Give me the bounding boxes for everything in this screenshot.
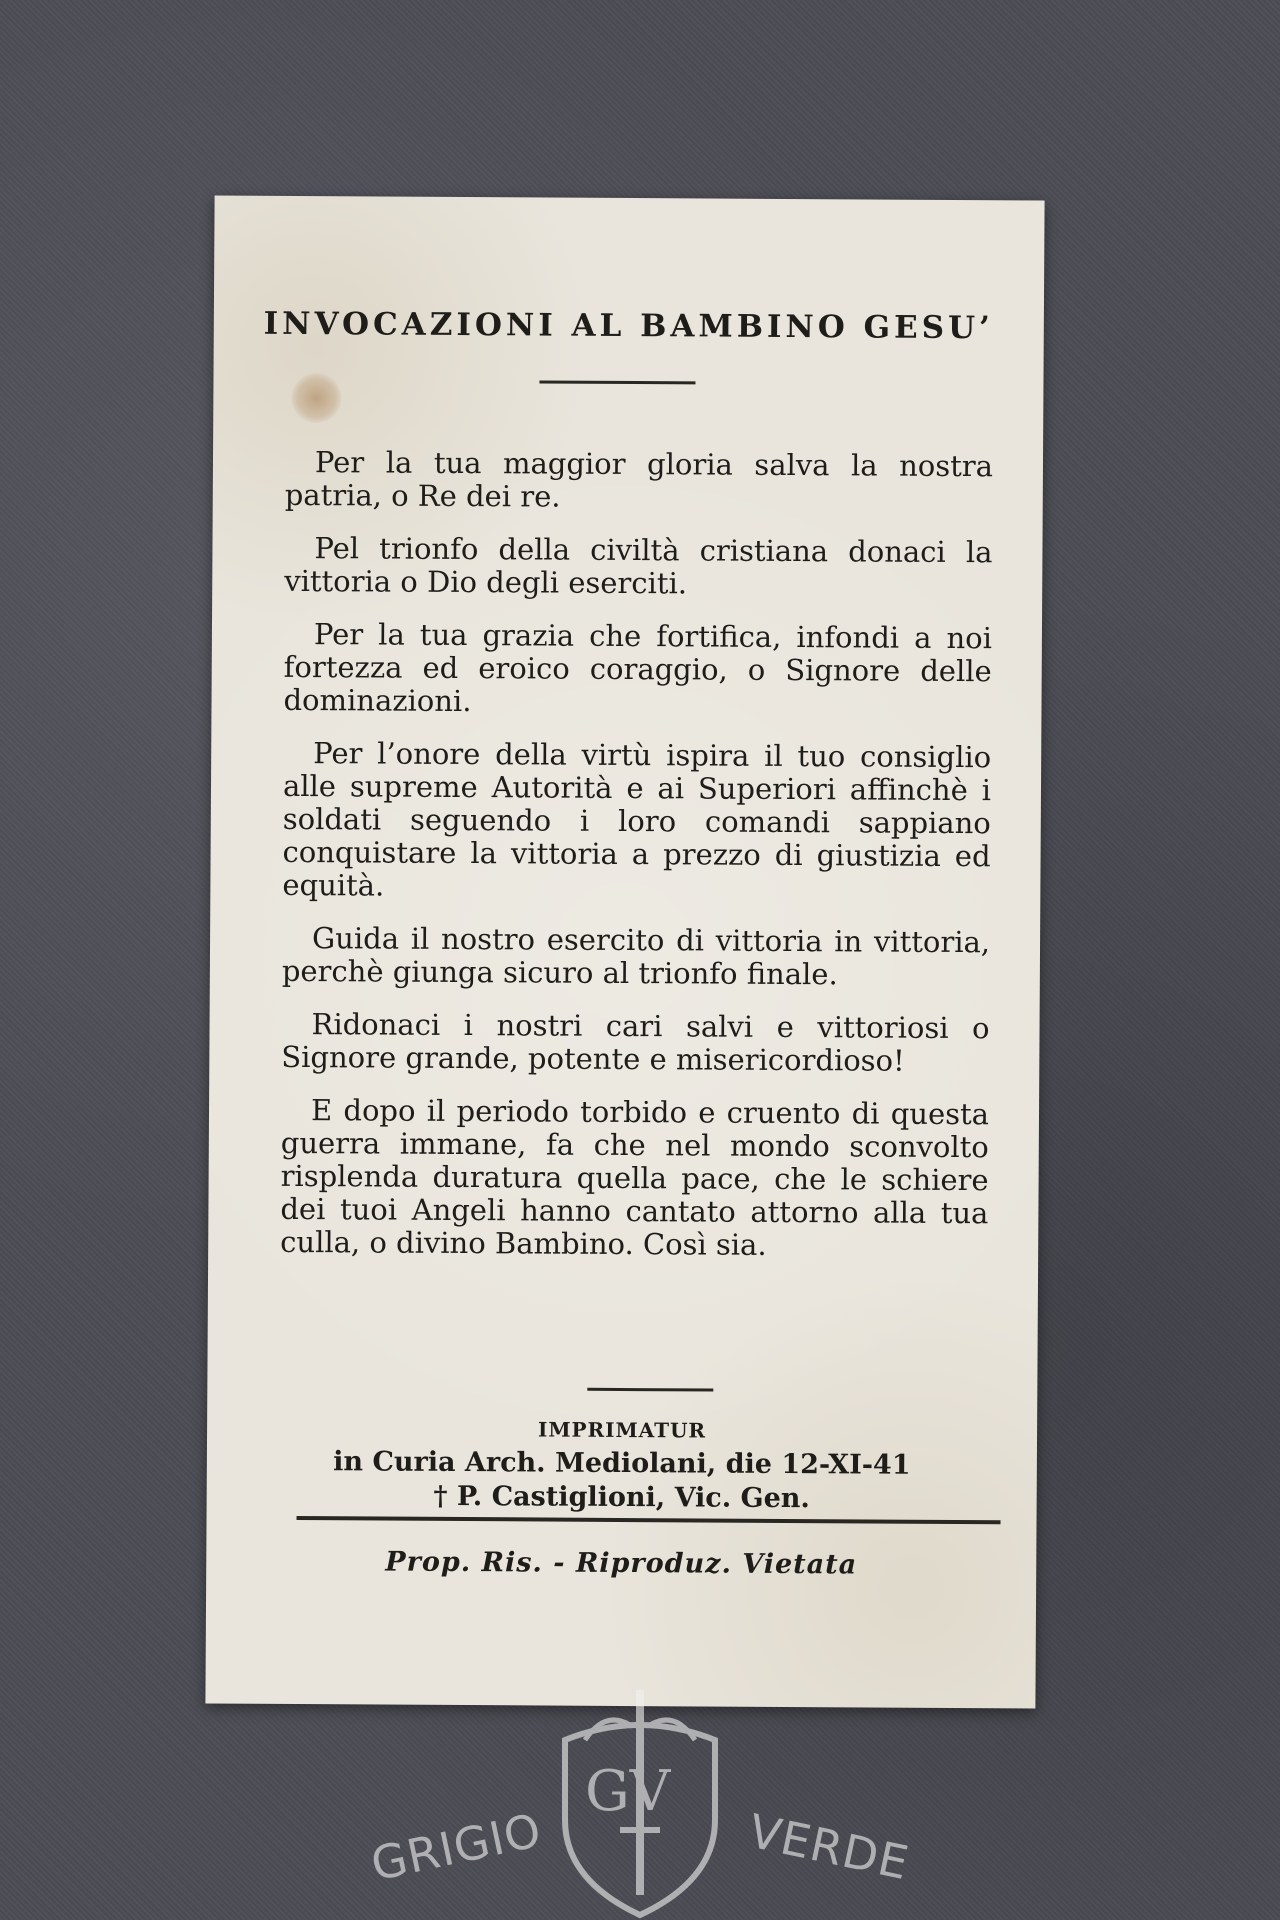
prayer-body [280,446,993,1283]
imprimatur-heading: IMPRIMATUR [537,1417,707,1443]
holy-card [205,195,1044,1708]
watermark [366,1680,914,1920]
prayer-paragraph: Guida il nostro esercito di vittoria in vittoria, perchè giunga sicuro al trionfo finale. [281,921,991,992]
title-divider [539,380,695,384]
age-stain [291,373,341,423]
footer-divider [297,1516,1001,1524]
prayer-paragraph: Per l’onore della virtù ispira il tuo consiglio alle supreme Autorità e ai Superiori affinchè i soldati seguendo i loro comandi sappiano conquistare la vittoria a prezzo di giustizia ed equità. [282,736,992,903]
card-title: INVOCAZIONI AL BAMBINO GESU’ [263,305,995,347]
prayer-paragraph: Pel trionfo della civiltà cristiana donaci la vittoria o Dio degli eserciti. [284,531,993,601]
imprimatur-line: in Curia Arch. Mediolani, die 12-XI-41 [333,1446,911,1481]
shield-letters: GV [585,1759,671,1824]
prayer-paragraph: Ridonaci i nostri cari salvi e vittoriosi o Signore grande, potente e misericordioso! [281,1007,990,1078]
prayer-paragraph: Per la tua grazia che fortifica, infondi a noi fortezza ed eroico coraggio, o Signore delle dominazioni. [283,617,993,719]
copyright-footer: Prop. Ris. - Riproduz. Vietata [385,1546,858,1581]
watermark-right-text: VERDE [744,1803,914,1891]
watermark-left-text: GRIGIO [366,1802,547,1892]
shield-sword-icon [545,1680,735,1920]
imprimatur-block [207,1410,1038,1517]
prayer-paragraph: Per la tua maggior gloria salva la nostra patria, o Re dei re. [284,445,994,514]
imprimatur-divider [587,1388,713,1392]
prayer-paragraph: E dopo il periodo torbido e cruento di questa guerra immane, fa che nel mondo sconvolto risplenda duratura quella pace, che le schiere dei tuoi Angeli hanno cantato attorno alla tua culla, o divino Bambino. Così sia. [280,1093,990,1262]
imprimatur-signature: † P. Castiglioni, Vic. Gen. [433,1480,810,1515]
